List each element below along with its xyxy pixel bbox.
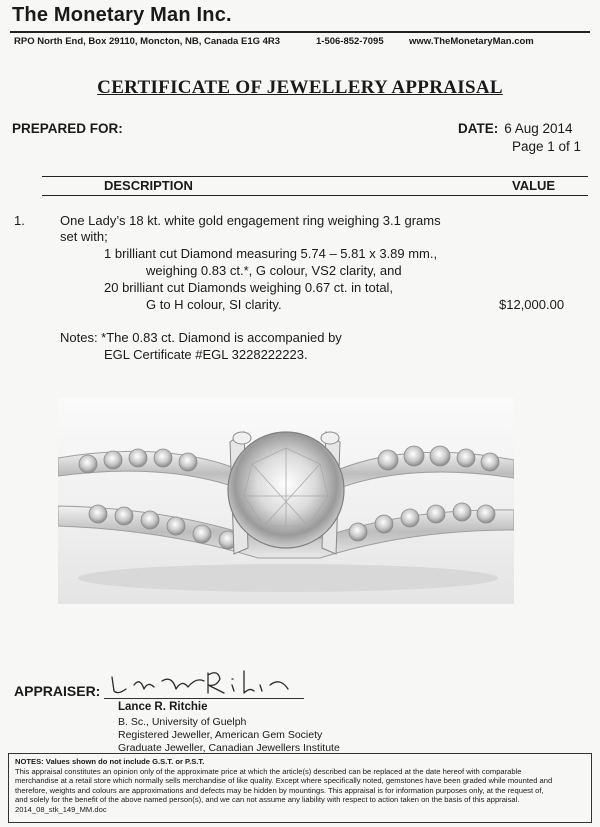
item-number: 1.: [14, 213, 25, 228]
date-label: DATE:: [458, 121, 499, 136]
appraiser-credential: Registered Jeweller, American Gem Society: [118, 729, 323, 741]
date-value: 6 Aug 2014: [504, 121, 573, 136]
value-column-header: VALUE: [512, 178, 556, 193]
appraiser-name: Lance R. Ritchie: [118, 701, 208, 713]
disclaimer-line: merchandise at a retail store which normally sells merchandise of like quality. Except where specifically noted, gemstones have been graded while mounted and: [15, 776, 553, 786]
company-name: The Monetary Man Inc.: [12, 4, 232, 26]
disclaimer-box: [8, 753, 592, 823]
letterhead-contact: [14, 36, 594, 47]
disclaimer-line: NOTES: Values shown do not include G.S.T. or P.S.T.: [15, 757, 205, 766]
disclaimer-line: and solely for the benefit of the above named person(s), and we can not assume any liability with respect to action taken on the basis of this appraisal.: [15, 795, 520, 805]
table-header-top-rule: [42, 176, 588, 177]
appraiser-credential: Graduate Jeweller, Canadian Jewellers Institute: [118, 742, 340, 754]
item-note-line: EGL Certificate #EGL 3228222223.: [104, 347, 308, 362]
letterhead-divider: [10, 31, 590, 33]
item-description-line: G to H colour, SI clarity.: [146, 297, 282, 312]
item-description-line: 1 brilliant cut Diamond measuring 5.74 – 5.81 x 3.89 mm.,: [104, 246, 438, 261]
item-note-line: Notes: *The 0.83 ct. Diamond is accompanied by: [60, 330, 342, 345]
disclaimer-line: therefore, weights and colours are approximations and defects may be hidden by mountings. This appraisal is for information purposes only, at the request of,: [15, 785, 544, 795]
appraiser-label: APPRAISER:: [14, 683, 101, 699]
description-column-header: DESCRIPTION: [104, 178, 193, 193]
item-description-line: weighing 0.83 ct.*, G colour, VS2 clarity, and: [146, 263, 402, 278]
table-header-bottom-rule: [42, 195, 588, 196]
page-indicator: Page 1 of 1: [512, 139, 582, 154]
appraiser-signature: [104, 667, 304, 699]
signature-line: [104, 698, 304, 699]
prepared-for-label: PREPARED FOR:: [12, 121, 123, 136]
ring-photo: [58, 398, 514, 604]
item-description-line: 20 brilliant cut Diamonds weighing 0.67 ct. in total,: [104, 280, 394, 295]
document-filename: 2014_08_stk_149_MM.doc: [15, 804, 107, 814]
document-title: CERTIFICATE OF JEWELLERY APPRAISAL: [97, 77, 503, 98]
date-block: [458, 121, 573, 136]
company-website: www.TheMonetaryMan.com: [409, 36, 534, 47]
company-phone: 1-506-852-7095: [316, 36, 384, 47]
item-value: $12,000.00: [499, 297, 565, 312]
item-description-line: set with;: [60, 229, 108, 244]
disclaimer-line: This appraisal constitutes an opinion only of the approximate price at which the article(s) described can be replaced at the date hereof with comparable: [15, 766, 522, 776]
company-address: RPO North End, Box 29110, Moncton, NB, Canada E1G 4R3: [14, 36, 281, 47]
ring-illustration: [58, 398, 514, 604]
appraiser-credential: B. Sc., University of Guelph: [118, 716, 247, 728]
item-description-line: One Lady’s 18 kt. white gold engagement ring weighing 3.1 grams: [60, 213, 441, 228]
